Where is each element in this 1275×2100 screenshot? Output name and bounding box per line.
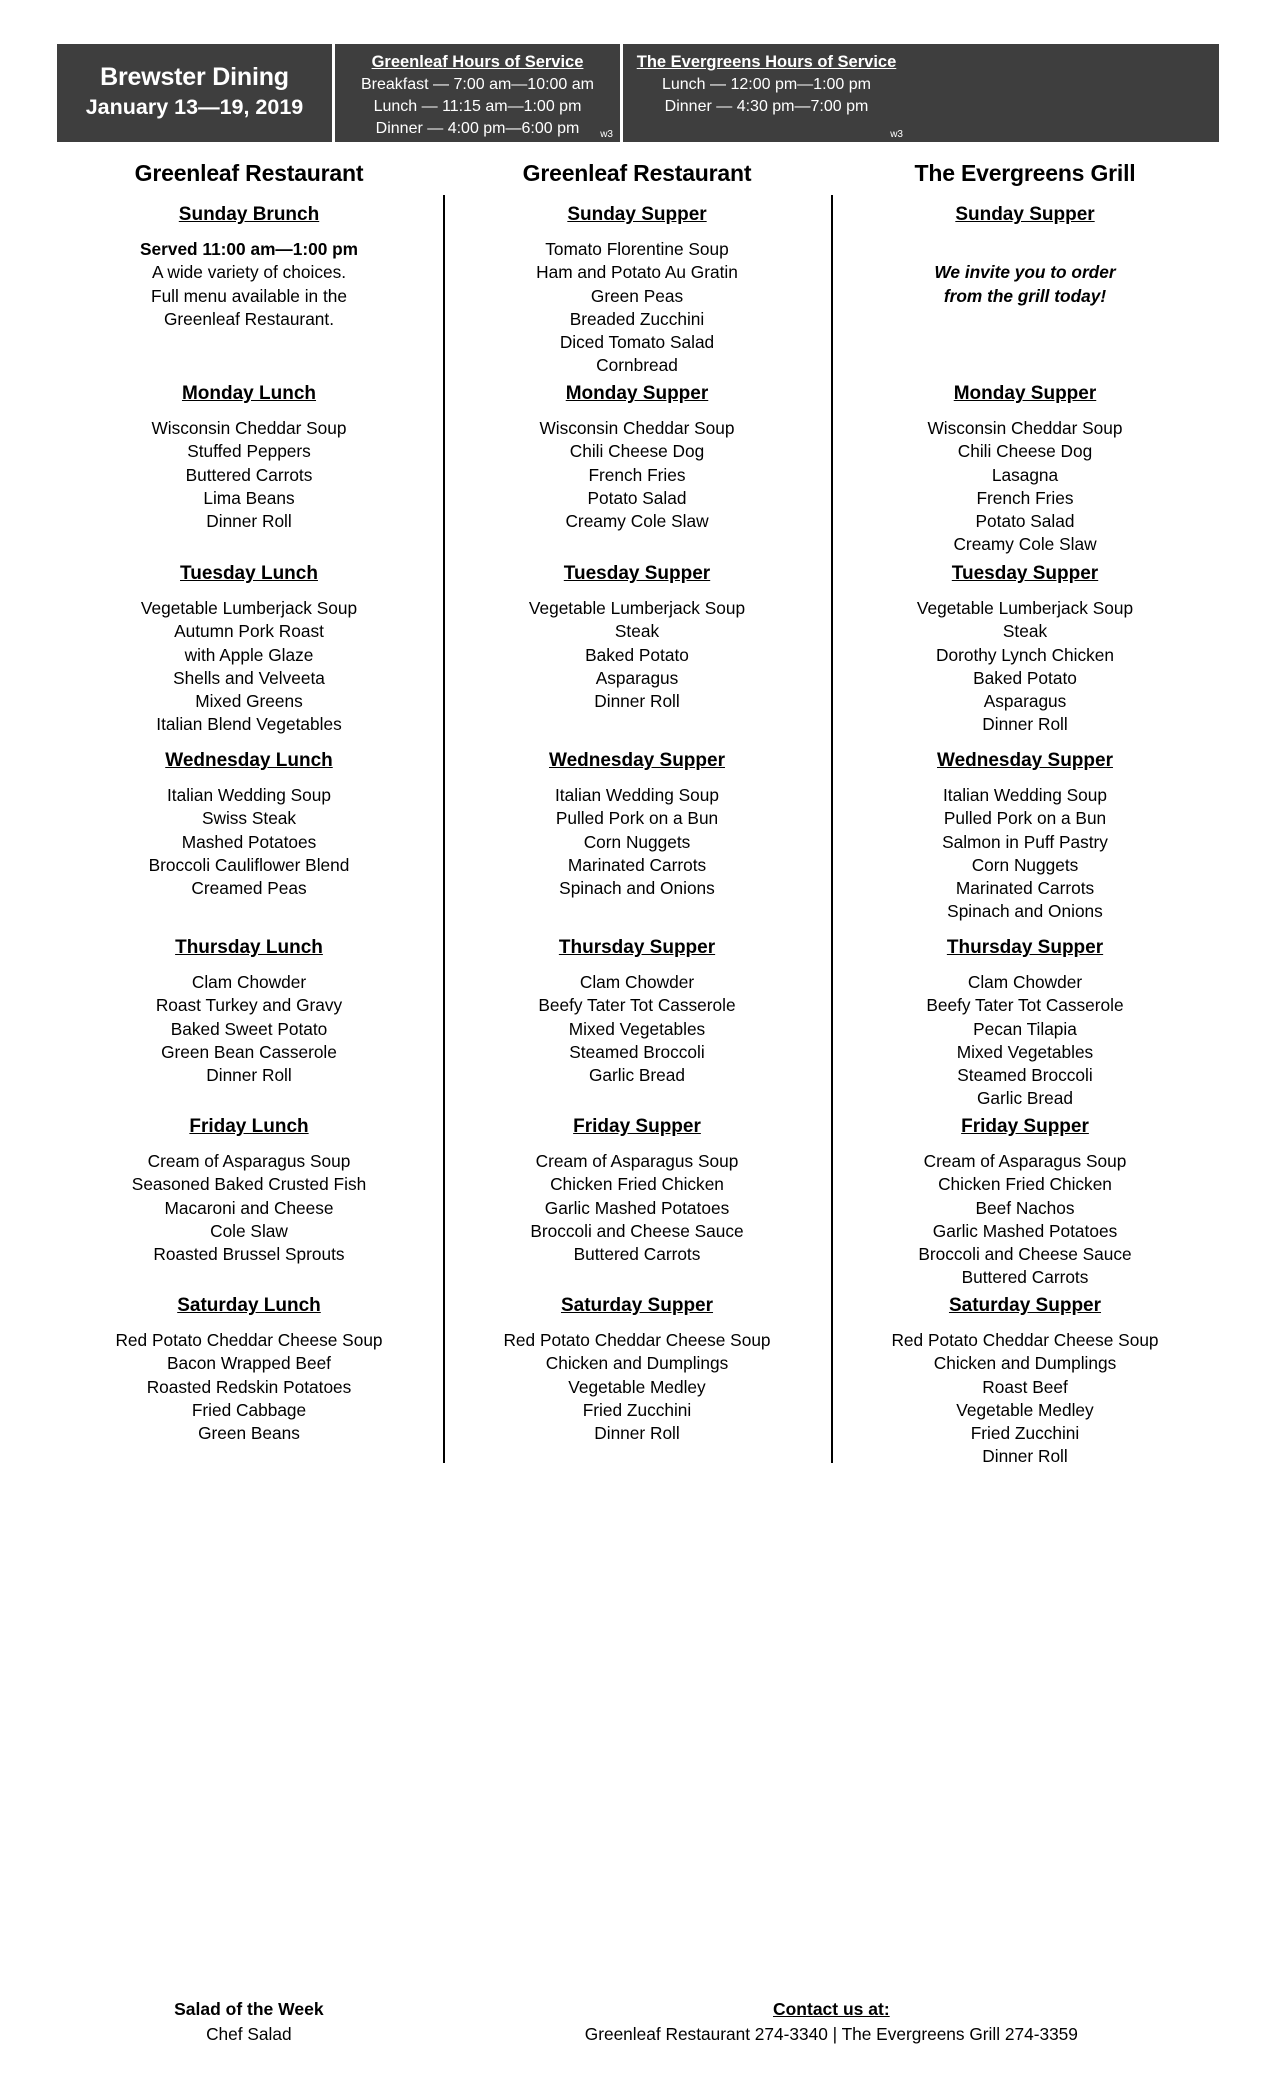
menu-item: Chicken Fried Chicken <box>938 1174 1112 1195</box>
meal-title: Wednesday Supper <box>549 750 725 772</box>
menu-item: Mixed Greens <box>195 691 303 712</box>
menu-item: Beef Nachos <box>975 1197 1075 1218</box>
menu-item: with Apple Glaze <box>184 644 314 665</box>
menu-item: Lima Beans <box>203 487 295 508</box>
menu-item: Green Peas <box>590 285 684 306</box>
greenleaf-hours-breakfast: Breakfast — 7:00 am—10:00 am <box>361 76 594 94</box>
menu-item: Chicken and Dumplings <box>545 1353 729 1374</box>
menu-item: Vegetable Medley <box>568 1376 706 1397</box>
menu-item: Vegetable Lumberjack Soup <box>916 598 1134 619</box>
menu-item: Baked Potato <box>973 667 1077 688</box>
meal-title: Monday Lunch <box>181 383 317 405</box>
meal-item-list <box>831 238 1219 308</box>
meal-item-list <box>443 1150 831 1266</box>
menu-item: Roasted Brussel Sprouts <box>153 1244 345 1265</box>
menu-item: Green Bean Casserole <box>161 1041 337 1062</box>
menu-item: Chicken and Dumplings <box>933 1353 1117 1374</box>
meal-item-list <box>55 597 443 737</box>
menu-item: Marinated Carrots <box>955 878 1095 899</box>
menu-item: Garlic Bread <box>588 1065 686 1086</box>
menu-item: Clam Chowder <box>967 972 1083 993</box>
salad-of-the-week-title: Salad of the Week <box>174 1999 324 2020</box>
menu-item: Chili Cheese Dog <box>569 441 705 462</box>
meal-title: Sunday Brunch <box>178 204 320 226</box>
menu-item: Breaded Zucchini <box>569 308 705 329</box>
greenleaf-corner-mark: w3 <box>600 129 613 140</box>
menu-column-heading: Greenleaf Restaurant <box>134 160 364 186</box>
menu-item: A wide variety of choices. <box>151 262 347 283</box>
menu-item: Garlic Mashed Potatoes <box>544 1197 730 1218</box>
meal-block <box>831 1115 1219 1289</box>
menu-item: Creamed Peas <box>191 878 307 899</box>
salad-of-the-week-value: Chef Salad <box>206 2023 292 2044</box>
menu-item: Garlic Bread <box>976 1088 1074 1109</box>
menu-item: Asparagus <box>983 691 1067 712</box>
menu-item: Spinach and Onions <box>559 878 715 899</box>
meal-block <box>831 936 1219 1110</box>
menu-item: Dorothy Lynch Chicken <box>935 644 1115 665</box>
menu-item: Ham and Potato Au Gratin <box>536 262 738 283</box>
meal-block <box>55 749 443 900</box>
meal-block <box>443 382 831 533</box>
menu-item: Full menu available in the <box>151 285 347 306</box>
evergreens-hours-panel <box>623 44 910 142</box>
menu-item: Diced Tomato Salad <box>559 332 715 353</box>
menu-item: Vegetable Lumberjack Soup <box>140 598 358 619</box>
menu-item: Cornbread <box>596 355 678 376</box>
evergreens-hours-dinner: Dinner — 4:30 pm—7:00 pm <box>664 98 869 116</box>
contact-block <box>443 1998 1220 2046</box>
menu-item: Macaroni and Cheese <box>164 1197 334 1218</box>
menu-item: Red Potato Cheddar Cheese Soup <box>115 1330 383 1351</box>
meal-block <box>443 562 831 713</box>
meal-title: Thursday Supper <box>558 937 716 959</box>
meal-block <box>831 382 1219 556</box>
menu-columns <box>55 161 1221 1493</box>
menu-item: Steamed Broccoli <box>569 1041 705 1062</box>
meal-block <box>443 749 831 900</box>
menu-item: Roasted Redskin Potatoes <box>146 1376 352 1397</box>
menu-item: Vegetable Medley <box>956 1399 1094 1420</box>
menu-item: Buttered Carrots <box>185 464 313 485</box>
menu-item: Italian Wedding Soup <box>943 785 1107 806</box>
meal-title: Thursday Supper <box>946 937 1104 959</box>
menu-item: Pulled Pork on a Bun <box>555 808 719 829</box>
meal-item-list <box>831 971 1219 1111</box>
meal-title: Wednesday Supper <box>937 750 1113 772</box>
menu-item: French Fries <box>976 487 1074 508</box>
meal-block <box>55 382 443 533</box>
menu-column-1 <box>55 161 443 1493</box>
menu-item: Roast Beef <box>982 1376 1068 1397</box>
menu-item: Stuffed Peppers <box>187 441 311 462</box>
menu-item: Roast Turkey and Gravy <box>155 995 343 1016</box>
meal-title: Monday Supper <box>953 383 1097 405</box>
meal-title: Tuesday Supper <box>563 563 711 585</box>
menu-item: Potato Salad <box>975 511 1075 532</box>
menu-item: Italian Blend Vegetables <box>156 714 342 735</box>
meal-item-list <box>443 1329 831 1445</box>
menu-item: Garlic Mashed Potatoes <box>932 1220 1118 1241</box>
meal-item-list <box>55 238 443 331</box>
menu-item: Seasoned Baked Crusted Fish <box>131 1174 367 1195</box>
menu-item: Pulled Pork on a Bun <box>943 808 1107 829</box>
meal-item-list <box>443 597 831 713</box>
menu-column-heading: Greenleaf Restaurant <box>522 160 752 186</box>
menu-item: Autumn Pork Roast <box>174 621 324 642</box>
evergreens-hours-lunch: Lunch — 12:00 pm—1:00 pm <box>661 76 871 94</box>
menu-item: Mixed Vegetables <box>956 1041 1094 1062</box>
menu-item <box>831 238 1219 261</box>
meal-block <box>443 1115 831 1266</box>
menu-item: Steamed Broccoli <box>957 1065 1093 1086</box>
page-title: Brewster Dining <box>100 62 289 91</box>
greenleaf-hours-panel <box>335 44 623 142</box>
menu-item: Beefy Tater Tot Casserole <box>538 995 736 1016</box>
menu-item: from the grill today! <box>943 285 1107 306</box>
menu-item: Red Potato Cheddar Cheese Soup <box>503 1330 771 1351</box>
menu-item: Fried Zucchini <box>970 1423 1080 1444</box>
meal-title: Sunday Supper <box>567 204 707 226</box>
menu-item: Green Beans <box>198 1423 300 1444</box>
menu-item: Buttered Carrots <box>961 1267 1089 1288</box>
menu-item: Spinach and Onions <box>947 901 1103 922</box>
meal-block <box>443 936 831 1087</box>
menu-item: Dinner Roll <box>982 1446 1068 1467</box>
meal-item-list <box>55 784 443 900</box>
menu-item: Italian Wedding Soup <box>555 785 719 806</box>
menu-item: Chicken Fried Chicken <box>550 1174 724 1195</box>
menu-item: Vegetable Lumberjack Soup <box>528 598 746 619</box>
menu-column-heading: The Evergreens Grill <box>914 160 1136 186</box>
menu-item: Creamy Cole Slaw <box>565 511 709 532</box>
menu-item: Shells and Velveeta <box>173 667 325 688</box>
menu-item: Cream of Asparagus Soup <box>535 1151 739 1172</box>
menu-item: Dinner Roll <box>206 511 292 532</box>
menu-item: Beefy Tater Tot Casserole <box>926 995 1124 1016</box>
meal-block <box>55 562 443 736</box>
meal-title: Friday Lunch <box>189 1116 309 1138</box>
meal-title: Sunday Supper <box>955 204 1095 226</box>
meal-title: Friday Supper <box>573 1116 701 1138</box>
menu-item: Broccoli and Cheese Sauce <box>530 1220 744 1241</box>
menu-item: Broccoli and Cheese Sauce <box>918 1244 1132 1265</box>
menu-item: Dinner Roll <box>594 1423 680 1444</box>
meal-block <box>55 1294 443 1445</box>
menu-item: Swiss Steak <box>201 808 297 829</box>
menu-item: Greenleaf Restaurant. <box>163 308 335 329</box>
menu-item: Steak <box>614 621 660 642</box>
salad-of-the-week <box>55 1998 443 2046</box>
menu-item: Baked Sweet Potato <box>170 1018 328 1039</box>
meal-item-list <box>443 238 831 378</box>
contact-phone-numbers: Greenleaf Restaurant 274-3340 | The Evergreens Grill 274-3359 <box>584 2023 1078 2044</box>
meal-title: Thursday Lunch <box>175 937 323 959</box>
menu-item: Bacon Wrapped Beef <box>167 1353 331 1374</box>
greenleaf-hours-lunch: Lunch — 11:15 am—1:00 pm <box>373 98 582 116</box>
header-bar <box>55 42 1221 144</box>
menu-item: Pecan Tilapia <box>973 1018 1077 1039</box>
menu-item: Corn Nuggets <box>971 854 1079 875</box>
evergreens-hours-title: The Evergreens Hours of Service <box>636 53 897 71</box>
meal-item-list <box>443 417 831 533</box>
menu-item: Mashed Potatoes <box>181 831 317 852</box>
page-date-range: January 13—19, 2019 <box>85 95 304 120</box>
menu-item: Broccoli Cauliflower Blend <box>148 854 350 875</box>
greenleaf-hours-title: Greenleaf Hours of Service <box>371 53 584 71</box>
meal-item-list <box>831 597 1219 737</box>
menu-item: Fried Cabbage <box>191 1399 307 1420</box>
evergreens-corner-mark: w3 <box>890 129 903 140</box>
meal-item-list <box>55 417 443 533</box>
menu-item: Italian Wedding Soup <box>167 785 331 806</box>
meal-title: Saturday Supper <box>560 1295 714 1317</box>
menu-item: Wisconsin Cheddar Soup <box>539 418 735 439</box>
menu-item: Lasagna <box>991 464 1059 485</box>
menu-item: Wisconsin Cheddar Soup <box>927 418 1123 439</box>
menu-item: Mixed Vegetables <box>568 1018 706 1039</box>
menu-item: Marinated Carrots <box>567 854 707 875</box>
menu-item: Baked Potato <box>585 644 689 665</box>
menu-column-body <box>831 203 1219 1493</box>
meal-item-list <box>55 1150 443 1266</box>
header-title-cell <box>57 44 335 142</box>
menu-item: Dinner Roll <box>594 691 680 712</box>
menu-item: We invite you to order <box>934 262 1116 283</box>
menu-item: Salmon in Puff Pastry <box>942 831 1108 852</box>
meal-title: Tuesday Lunch <box>180 563 318 585</box>
menu-item: Served 11:00 am—1:00 pm <box>139 239 359 260</box>
menu-item: Wisconsin Cheddar Soup <box>151 418 347 439</box>
menu-item: Clam Chowder <box>191 972 307 993</box>
meal-item-list <box>831 1150 1219 1290</box>
meal-item-list <box>831 784 1219 924</box>
menu-item: Cream of Asparagus Soup <box>147 1151 351 1172</box>
meal-item-list <box>443 784 831 900</box>
menu-item: Creamy Cole Slaw <box>953 534 1097 555</box>
menu-item: Fried Zucchini <box>582 1399 692 1420</box>
meal-block <box>831 203 1219 308</box>
meal-block <box>831 749 1219 923</box>
menu-item: Cream of Asparagus Soup <box>923 1151 1127 1172</box>
menu-item: Steak <box>1002 621 1048 642</box>
meal-block <box>831 562 1219 736</box>
menu-item: Clam Chowder <box>579 972 695 993</box>
meal-block <box>55 203 443 331</box>
menu-item: Potato Salad <box>587 487 687 508</box>
meal-title: Tuesday Supper <box>951 563 1099 585</box>
meal-item-list <box>55 1329 443 1445</box>
menu-item: Dinner Roll <box>206 1065 292 1086</box>
meal-block <box>55 1115 443 1266</box>
meal-title: Saturday Supper <box>948 1295 1102 1317</box>
menu-footer <box>55 1998 1220 2046</box>
meal-item-list <box>831 417 1219 557</box>
menu-item: Cole Slaw <box>210 1220 288 1241</box>
menu-column-body <box>55 203 443 1493</box>
menu-item: Buttered Carrots <box>573 1244 701 1265</box>
menu-column-2 <box>443 161 831 1493</box>
meal-block <box>443 203 831 377</box>
contact-title: Contact us at: <box>772 1999 890 2020</box>
meal-block <box>443 1294 831 1445</box>
menu-item: Asparagus <box>595 667 679 688</box>
menu-item: Chili Cheese Dog <box>957 441 1093 462</box>
menu-column-body <box>443 203 831 1493</box>
meal-title: Wednesday Lunch <box>165 750 333 772</box>
meal-block <box>55 936 443 1087</box>
meal-item-list <box>443 971 831 1087</box>
meal-block <box>831 1294 1219 1468</box>
menu-item: Tomato Florentine Soup <box>545 239 729 260</box>
greenleaf-hours-dinner: Dinner — 4:00 pm—6:00 pm <box>375 120 580 138</box>
menu-item: Corn Nuggets <box>583 831 691 852</box>
meal-title: Friday Supper <box>961 1116 1089 1138</box>
menu-column-3 <box>831 161 1219 1493</box>
meal-title: Saturday Lunch <box>177 1295 321 1317</box>
menu-item: Dinner Roll <box>982 714 1068 735</box>
meal-title: Monday Supper <box>565 383 709 405</box>
menu-item: French Fries <box>588 464 686 485</box>
menu-item: Red Potato Cheddar Cheese Soup <box>891 1330 1159 1351</box>
meal-item-list <box>55 971 443 1087</box>
meal-item-list <box>831 1329 1219 1469</box>
